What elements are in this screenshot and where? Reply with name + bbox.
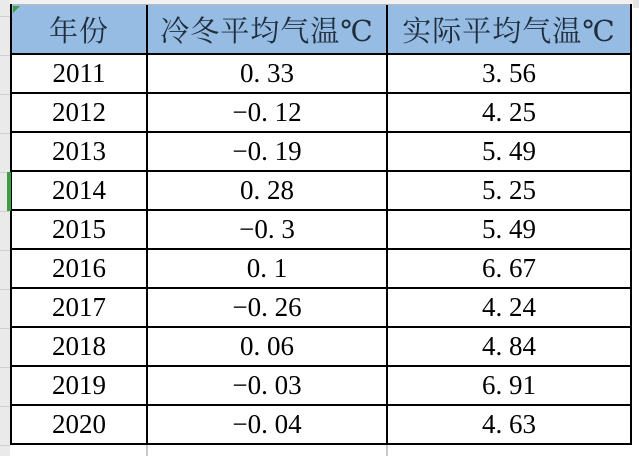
table-row [12, 328, 630, 367]
top-right-cell-fragment [633, 0, 639, 8]
header-label-actual-avg: 实际平均气温℃ [402, 15, 616, 48]
error-indicator-triangle-icon [13, 6, 20, 13]
cell-actual-avg[interactable]: 5. 49 [482, 214, 536, 244]
cell-cold-winter-avg[interactable]: −0. 12 [148, 94, 388, 131]
cell-cold-winter-avg[interactable]: 0. 33 [148, 55, 388, 92]
cell-year[interactable]: 2018 [12, 328, 148, 365]
header-cell-actual-avg[interactable] [388, 5, 630, 53]
cell-cold-winter-avg[interactable]: −0. 26 [148, 289, 388, 326]
cell-year[interactable]: 2013 [12, 133, 148, 170]
cell-cold-winter-avg[interactable]: −0. 3 [148, 211, 388, 248]
cell-year[interactable]: 2015 [12, 211, 148, 248]
table-row [12, 94, 630, 133]
table-row [12, 172, 630, 211]
table-row [12, 289, 630, 328]
cell-actual-avg[interactable]: 4. 84 [482, 331, 536, 361]
table-row [12, 55, 630, 94]
header-label-cold-winter-avg: 冷冬平均气温℃ [160, 15, 374, 48]
cell-actual-avg[interactable]: 5. 25 [482, 175, 536, 205]
cell-actual-avg[interactable]: 4. 63 [482, 409, 536, 439]
cell-cold-winter-avg[interactable]: −0. 04 [148, 406, 388, 443]
cell-year[interactable]: 2012 [12, 94, 148, 131]
table-row [12, 367, 630, 406]
cell-year[interactable]: 2019 [12, 367, 148, 404]
data-table [10, 4, 632, 445]
table-row [12, 406, 630, 445]
gridline-stub [146, 445, 148, 456]
header-label-year: 年份 [48, 15, 109, 48]
cell-year[interactable]: 2014 [12, 172, 148, 209]
table-row [12, 133, 630, 172]
selected-cell-left-border [7, 172, 11, 211]
cell-actual-avg[interactable]: 6. 91 [482, 370, 536, 400]
cell-cold-winter-avg[interactable]: 0. 28 [148, 172, 388, 209]
gridline-stub [386, 445, 388, 456]
left-column-margin [0, 0, 10, 456]
cell-year[interactable]: 2011 [12, 55, 148, 92]
cell-actual-avg[interactable]: 4. 25 [482, 97, 536, 127]
cell-actual-avg[interactable]: 6. 67 [482, 253, 536, 283]
header-cell-cold-winter-avg[interactable] [148, 5, 388, 53]
table-row [12, 211, 630, 250]
cell-year[interactable]: 2017 [12, 289, 148, 326]
header-row [12, 4, 630, 55]
cell-cold-winter-avg[interactable]: −0. 03 [148, 367, 388, 404]
header-cell-year[interactable] [12, 5, 148, 53]
table-body [12, 55, 630, 445]
table-row [12, 250, 630, 289]
cell-cold-winter-avg[interactable]: −0. 19 [148, 133, 388, 170]
cell-actual-avg[interactable]: 3. 56 [482, 58, 536, 88]
cell-cold-winter-avg[interactable]: 0. 1 [148, 250, 388, 287]
cell-actual-avg[interactable]: 5. 49 [482, 136, 536, 166]
cell-year[interactable]: 2016 [12, 250, 148, 287]
cell-cold-winter-avg[interactable]: 0. 06 [148, 328, 388, 365]
cell-year[interactable]: 2020 [12, 406, 148, 443]
cell-actual-avg[interactable]: 4. 24 [482, 292, 536, 322]
